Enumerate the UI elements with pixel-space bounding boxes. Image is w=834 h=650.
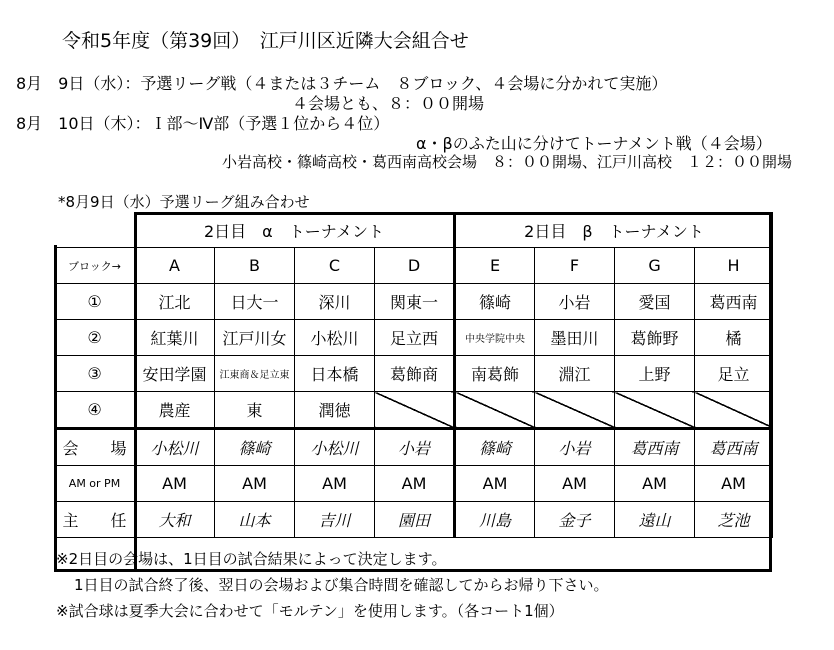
team-cell: 農産 (135, 392, 215, 429)
row-label-2: ② (55, 320, 135, 356)
ampm-cell: AM (295, 466, 375, 502)
schedule-day1-open: ４会場とも、８：００開場 (292, 94, 485, 113)
note-ball: ※試合球は夏季大会に合わせて「モルテン」を使用します。（各コート1個） (56, 602, 564, 620)
team-cell: 篠崎 (455, 284, 535, 320)
chief-cell: 園田 (375, 502, 455, 538)
beta-header: 2日目 β トーナメント (455, 213, 773, 248)
team-cell: 淵江 (535, 356, 615, 392)
ampm-cell: AM (535, 466, 615, 502)
chief-cell: 芝池 (695, 502, 773, 538)
block-e: E (455, 248, 535, 284)
venue-cell: 小岩 (535, 429, 615, 466)
ampm-cell: AM (615, 466, 695, 502)
ampm-cell: AM (695, 466, 773, 502)
team-cell: 日本橋 (295, 356, 375, 392)
ampm-cell: AM (135, 466, 215, 502)
league-table (54, 212, 773, 538)
team-cell: 江東商＆足立東 (215, 356, 295, 392)
row-label-3: ③ (55, 356, 135, 392)
team-cell: 潤徳 (295, 392, 375, 429)
venue-cell: 小岩 (375, 429, 455, 466)
note-venue: ※2日目の会場は、1日目の試合結果によって決定します。 (56, 550, 447, 568)
venue-cell: 葛西南 (615, 429, 695, 466)
team-cell: 日大一 (215, 284, 295, 320)
note-confirm: 1日目の試合終了後、翌日の会場および集合時間を確認してからお帰り下さい。 (74, 576, 609, 594)
team-cell: 江北 (135, 284, 215, 320)
empty-slash-cell (455, 392, 535, 429)
row-label-4: ④ (55, 392, 135, 429)
venue-cell: 葛西南 (695, 429, 773, 466)
league-subtitle: *8月9日（水）予選リーグ組み合わせ (58, 193, 310, 211)
block-d: D (375, 248, 455, 284)
block-f: F (535, 248, 615, 284)
team-cell: 安田学園 (135, 356, 215, 392)
team-cell: 江戸川女 (215, 320, 295, 356)
ampm-cell: AM (455, 466, 535, 502)
ampm-cell: AM (215, 466, 295, 502)
alpha-header: 2日目 α トーナメント (135, 213, 455, 248)
schedule-day2: 8月 10日（木）：Ｉ部〜Ⅳ部（予選１位から４位） (16, 114, 390, 133)
venue-cell: 篠崎 (215, 429, 295, 466)
page-title: 令和5年度（第39回） 江戸川区近隣大会組合せ (62, 30, 469, 52)
venue-cell: 篠崎 (455, 429, 535, 466)
schedule-day2-format: α・βのふた山に分けてトーナメント戦（４会場） (416, 134, 772, 153)
schedule-day2-venues: 小岩高校・篠崎高校・葛西南高校会場 ８：００開場、江戸川高校 １２：００開場 (222, 153, 793, 171)
team-cell: 葛西南 (695, 284, 773, 320)
empty-slash-cell (535, 392, 615, 429)
venue-label: 会 場 (55, 429, 135, 466)
empty-slash-cell (615, 392, 695, 429)
block-a: A (135, 248, 215, 284)
team-cell: 橘 (695, 320, 773, 356)
team-cell: 中央学院中央 (455, 320, 535, 356)
block-c: C (295, 248, 375, 284)
team-cell: 足立西 (375, 320, 455, 356)
chief-cell: 遠山 (615, 502, 695, 538)
team-cell: 葛飾商 (375, 356, 455, 392)
team-cell: 関東一 (375, 284, 455, 320)
team-cell: 葛飾野 (615, 320, 695, 356)
chief-cell: 大和 (135, 502, 215, 538)
row-label-1: ① (55, 284, 135, 320)
block-b: B (215, 248, 295, 284)
corner-blank (55, 213, 135, 248)
team-cell: 愛国 (615, 284, 695, 320)
block-h: H (695, 248, 773, 284)
team-cell: 紅葉川 (135, 320, 215, 356)
chief-cell: 金子 (535, 502, 615, 538)
chief-cell: 山本 (215, 502, 295, 538)
team-cell: 墨田川 (535, 320, 615, 356)
team-cell: 小松川 (295, 320, 375, 356)
empty-slash-cell (375, 392, 455, 429)
schedule-day1: 8月 9日（水）：予選リーグ戦（４または３チーム ８ブロック、４会場に分かれて実施） (16, 74, 668, 93)
ampm-cell: AM (375, 466, 455, 502)
team-cell: 東 (215, 392, 295, 429)
block-g: G (615, 248, 695, 284)
chief-cell: 川島 (455, 502, 535, 538)
venue-cell: 小松川 (295, 429, 375, 466)
chief-label: 主 任 (55, 502, 135, 538)
empty-slash-cell (695, 392, 773, 429)
team-cell: 南葛飾 (455, 356, 535, 392)
chief-cell: 吉川 (295, 502, 375, 538)
team-cell: 小岩 (535, 284, 615, 320)
ampm-label: AM or PM (55, 466, 135, 502)
venue-cell: 小松川 (135, 429, 215, 466)
block-label: ブロック→ (55, 248, 135, 284)
team-cell: 上野 (615, 356, 695, 392)
team-cell: 深川 (295, 284, 375, 320)
team-cell: 足立 (695, 356, 773, 392)
